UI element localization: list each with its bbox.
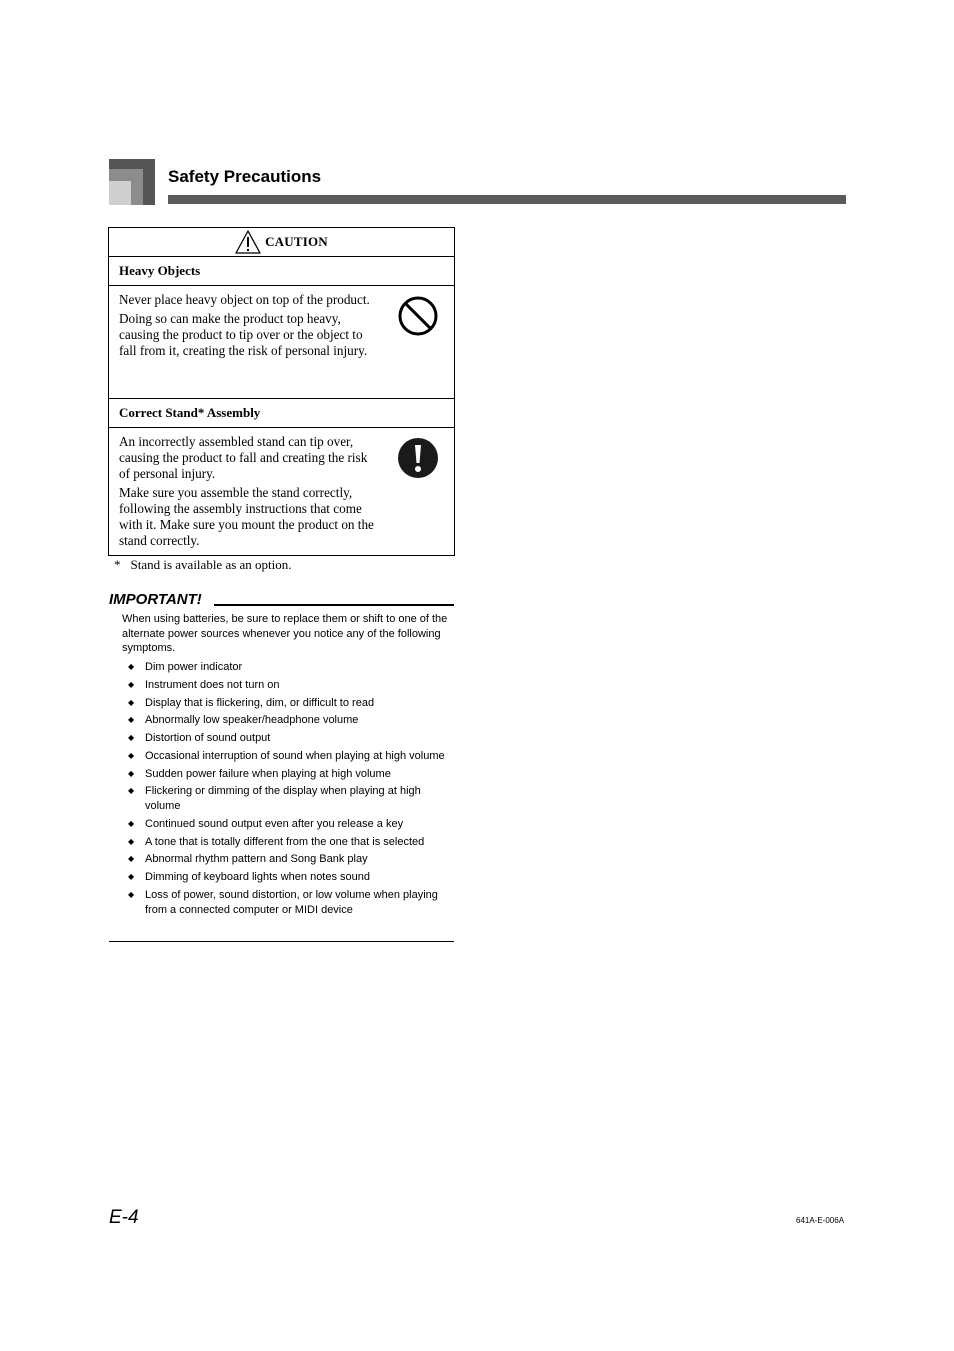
section-corner-mark	[109, 159, 155, 205]
caution-header	[109, 228, 454, 256]
diamond-bullet-icon: ◆	[128, 679, 135, 689]
diamond-bullet-icon: ◆	[128, 697, 135, 707]
important-intro: When using batteries, be sure to replace them or shift to one of the alternate power sources whenever you notice any of the following symptoms.	[122, 613, 448, 655]
section-subheading-stand-assembly: Correct Stand* Assembly	[109, 398, 454, 427]
section-body-heavy-objects	[109, 285, 454, 398]
list-item: ◆ Flickering or dimming of the display when playing at high volume	[128, 785, 421, 813]
diamond-bullet-icon: ◆	[128, 889, 135, 899]
page-number: E-4	[109, 1207, 139, 1228]
diamond-bullet-icon: ◆	[128, 872, 135, 882]
list-item: ◆ Abnormal rhythm pattern and Song Bank play	[128, 853, 368, 866]
diamond-bullet-icon: ◆	[128, 854, 135, 864]
paragraph: An incorrectly assembled stand can tip over, causing the product to fall and creating the risk of personal injury.	[119, 434, 368, 481]
warning-triangle-icon	[235, 230, 261, 254]
caution-box	[108, 227, 455, 556]
mandatory-action-icon	[397, 437, 439, 479]
diamond-bullet-icon: ◆	[128, 662, 135, 671]
list-item: ◆ Abnormally low speaker/headphone volume	[128, 714, 359, 727]
section-body-stand-assembly	[109, 427, 454, 555]
diamond-bullet-icon: ◆	[128, 733, 135, 743]
diamond-bullet-icon: ◆	[128, 768, 135, 778]
list-item: ◆ Occasional interruption of sound when playing at high volume	[128, 749, 445, 762]
document-code: 641A-E-006A	[796, 1216, 845, 1225]
diamond-bullet-icon: ◆	[128, 786, 135, 796]
important-rule	[214, 604, 454, 606]
paragraph: Doing so can make the product top heavy, causing the product to tip over or the object to fall from it, creating the risk of personal injury.	[119, 311, 368, 358]
section-subheading-heavy-objects: Heavy Objects	[109, 256, 454, 285]
diamond-bullet-icon: ◆	[128, 818, 135, 828]
list-item: ◆ Loss of power, sound distortion, or low volume when playing from a connected computer or MIDI device	[128, 888, 438, 916]
important-heading: IMPORTANT!	[109, 591, 202, 608]
diamond-bullet-icon: ◆	[128, 715, 135, 725]
list-item: ◆ Distortion of sound output	[128, 732, 271, 745]
paragraph: Never place heavy object on top of the product.	[119, 292, 370, 307]
list-item: ◆ Continued sound output even after you release a key	[128, 817, 404, 830]
footnote-marker: *	[114, 557, 121, 572]
diamond-bullet-icon: ◆	[128, 836, 135, 846]
page-title: Safety Precautions	[168, 167, 322, 186]
footnote-text: Stand is available as an option.	[130, 557, 292, 572]
footnote	[114, 557, 292, 573]
list-item: ◆ Sudden power failure when playing at high volume	[128, 767, 391, 780]
list-item: ◆ Display that is flickering, dim, or difficult to read	[128, 696, 375, 709]
list-item: ◆ Dimming of keyboard lights when notes sound	[128, 871, 371, 884]
list-item: ◆ Dim power indicator	[128, 661, 243, 673]
caution-heading: CAUTION	[265, 234, 328, 249]
title-rule	[168, 195, 846, 204]
paragraph: Make sure you assemble the stand correctly, following the assembly instructions that come with it. Make sure you mount the product on the stand correctly.	[119, 485, 374, 548]
section-end-rule	[109, 941, 454, 942]
diamond-bullet-icon: ◆	[128, 750, 135, 760]
symptom-list	[128, 660, 458, 920]
prohibited-icon	[397, 295, 439, 337]
list-item: ◆ A tone that is totally different from the one that is selected	[128, 835, 425, 848]
list-item: ◆ Instrument does not turn on	[128, 678, 280, 691]
